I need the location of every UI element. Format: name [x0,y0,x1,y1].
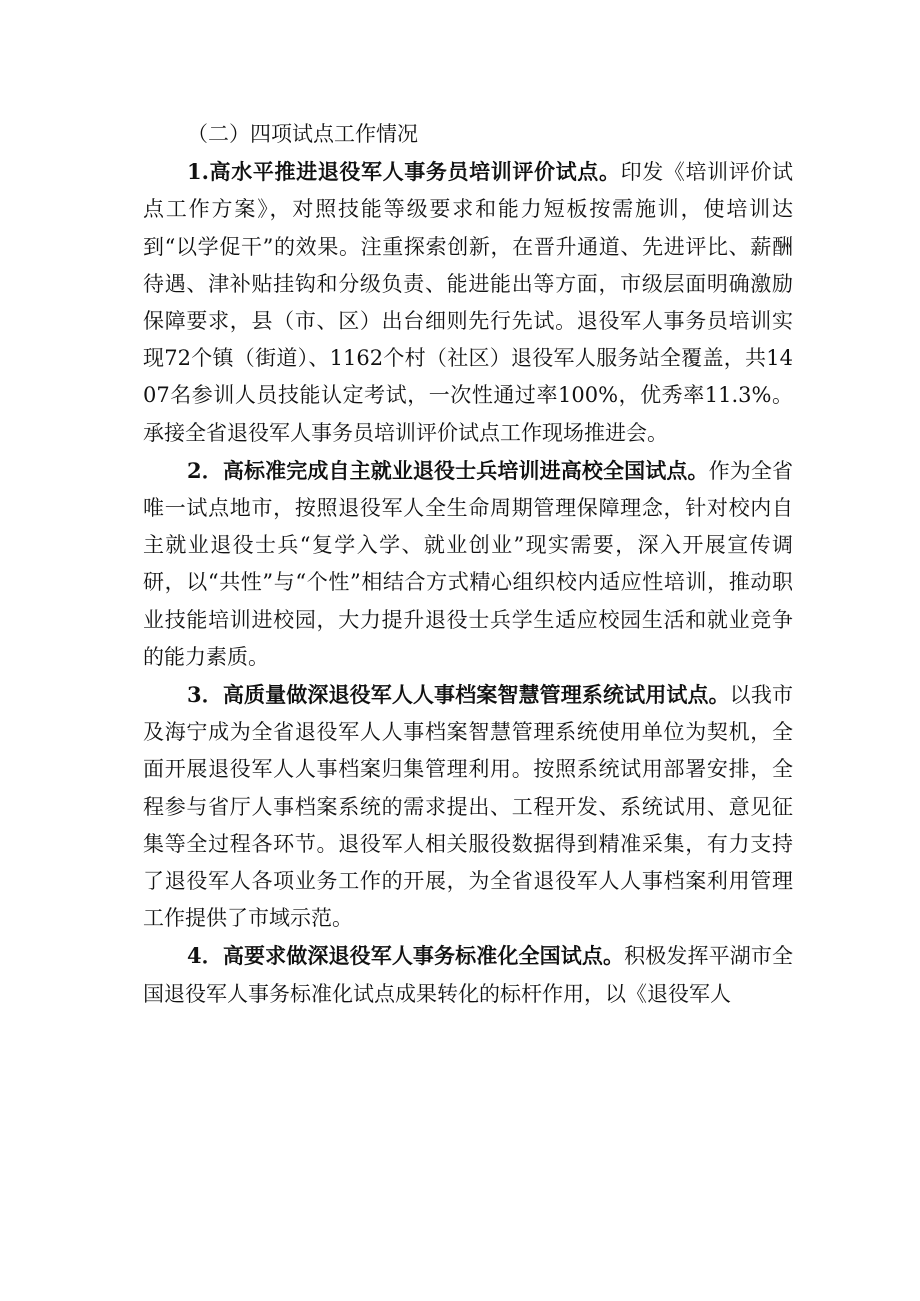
paragraph-lead: 1.高水平推进退役军人事务员培训评价试点。 [187,159,621,185]
paragraph-lead: 4．高要求做深退役军人事务标准化全国试点。 [187,943,625,969]
section-heading: （二）四项试点工作情况 [187,122,418,146]
paragraph-item-4 [143,937,793,1012]
paragraph-item-1 [143,153,793,452]
document-page [143,116,793,1013]
paragraph-body: 印发《培训评价试点工作方案》，对照技能等级要求和能力短板按需施训，使培训达到“以学促干”的效果。注重探索创新，在晋升通道、先进评比、薪酬待遇、津补贴挂钩和分级负责、能进能出等方面，市级层面明确激励保障要求，县（市、区）出台细则先行先试。退役军人事务员培训实现72个镇（街道）、1162个村（社区）退役军人服务站全覆盖，共1407名参训人员技能认定考试，一次性通过率100%，优秀率11.3%。承接全省退役军人事务员培训评价试点工作现场推进会。 [143,160,794,445]
paragraph-body: 作为全省唯一试点地市，按照退役军人全生命周期管理保障理念，针对校内自主就业退役士兵“复学入学、就业创业”现实需要，深入开展宣传调研，以“共性”与“个性”相结合方式精心组织校内适应性培训，推动职业技能培训进校园，大力提升退役士兵学生适应校园生活和就业竞争的能力素质。 [143,458,793,669]
paragraph-body: 以我市及海宁成为全省退役军人人事档案智慧管理系统使用单位为契机，全面开展退役军人人事档案归集管理利用。按照系统试用部署安排，全程参与省厅人事档案系统的需求提出、工程开发、系统试用、意见征集等全过程各环节。退役军人相关服役数据得到精准采集，有力支持了退役军人各项业务工作的开展，为全省退役军人人事档案利用管理工作提供了市域示范。 [143,683,793,931]
paragraph-item-2 [143,452,793,676]
paragraph-item-3 [143,676,793,937]
paragraph-body: 积极发挥平湖市全国退役军人事务标准化试点成果转化的标杆作用，以《退役军人 [143,944,793,1006]
paragraph-lead: 2．高标准完成自主就业退役士兵培训进高校全国试点。 [187,457,709,483]
paragraph-lead: 3．高质量做深退役军人人事档案智慧管理系统试用试点。 [187,682,730,708]
